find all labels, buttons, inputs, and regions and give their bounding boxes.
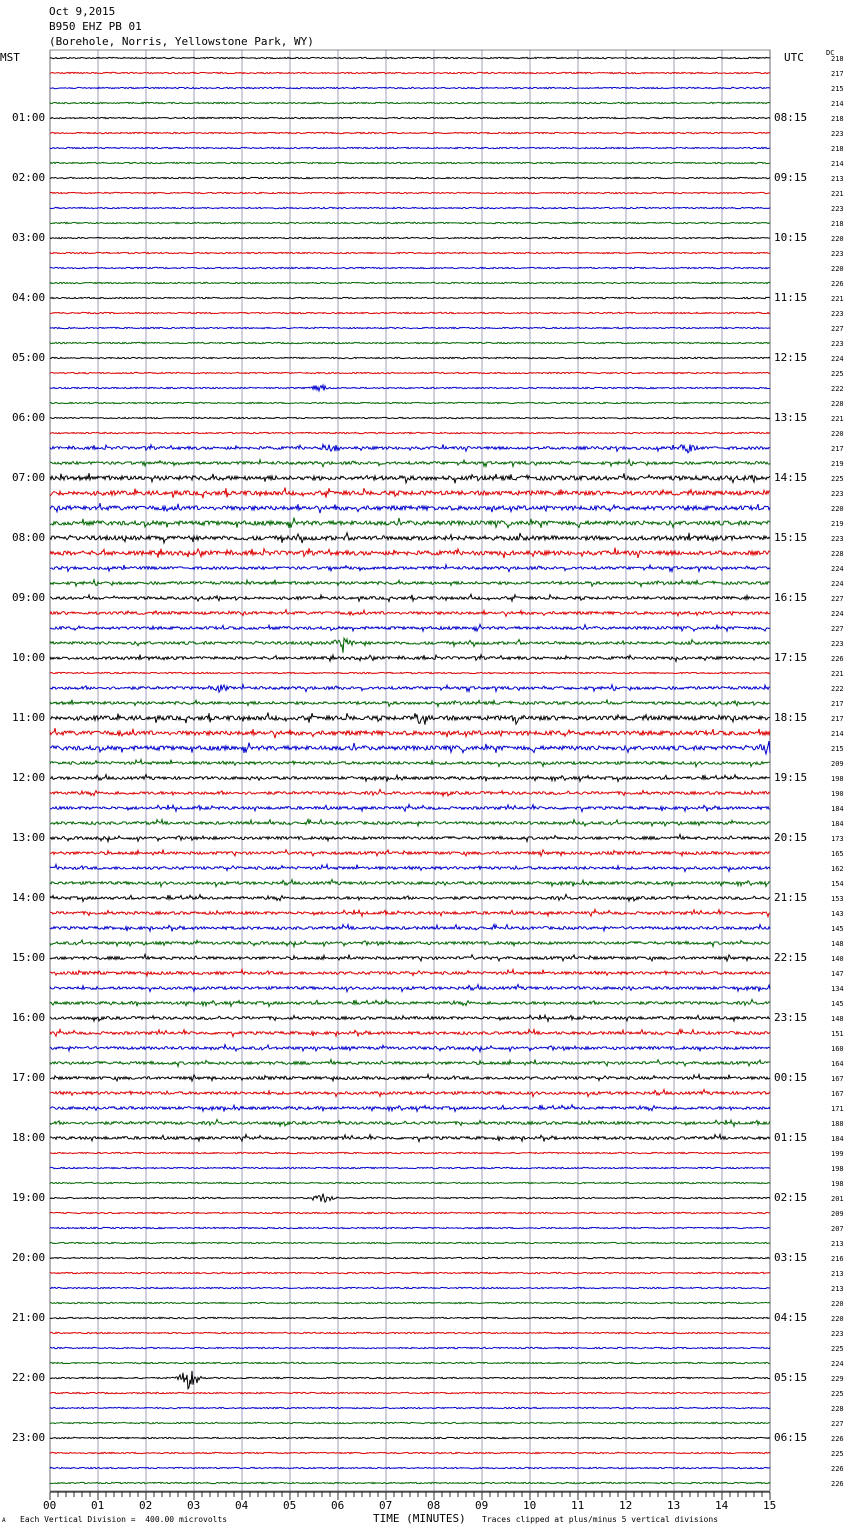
seismic-trace [50, 940, 770, 947]
seismic-trace [50, 237, 770, 238]
dc-offset-label: 224 [831, 1360, 844, 1368]
dc-offset-label: 220 [831, 1300, 844, 1308]
dc-offset-label: 226 [831, 280, 844, 288]
seismic-trace [50, 864, 770, 871]
seismic-trace [50, 1089, 770, 1096]
seismic-trace [50, 267, 770, 268]
dc-offset-label: 225 [831, 1345, 844, 1353]
mst-hour-label: 10:00 [12, 651, 46, 664]
seismic-trace [50, 102, 770, 103]
seismic-trace [50, 1194, 770, 1203]
mst-hour-label: 22:00 [12, 1371, 46, 1384]
seismic-trace [50, 700, 770, 707]
dc-offset-label: 151 [831, 1030, 844, 1038]
dc-offset-label: 198 [831, 1165, 844, 1173]
utc-hour-label: 15:15 [774, 531, 808, 544]
dc-offset-label: 190 [831, 790, 844, 798]
dc-offset-label: 223 [831, 535, 844, 543]
dc-offset-label: 218 [831, 145, 844, 153]
dc-offset-label: 147 [831, 970, 844, 978]
dc-offset-label: 223 [831, 1330, 844, 1338]
dc-offset-label: 227 [831, 325, 844, 333]
dc-offset-label: 224 [831, 355, 844, 363]
dc-offset-label: 214 [831, 730, 844, 738]
x-tick-label: 07 [379, 1499, 393, 1512]
dc-offset-label: 214 [831, 160, 844, 168]
mst-hour-label: 05:00 [12, 351, 46, 364]
mst-hour-label: 09:00 [12, 591, 46, 604]
dc-offset-label: 148 [831, 1015, 844, 1023]
dc-offset-label: 223 [831, 340, 844, 348]
utc-hour-label: 02:15 [774, 1191, 808, 1204]
utc-hour-label: 04:15 [774, 1311, 808, 1324]
dc-offset-label: 218 [831, 115, 844, 123]
dc-offset-label: 220 [831, 235, 844, 243]
seismic-trace [50, 728, 770, 738]
seismic-trace [50, 473, 770, 483]
seismic-trace [50, 610, 770, 617]
x-tick-label: 09 [475, 1499, 489, 1512]
dc-offset-label: 221 [831, 670, 844, 678]
utc-hour-label: 09:15 [774, 171, 808, 184]
dc-offset-label: 213 [831, 1285, 844, 1293]
seismic-trace [50, 548, 770, 559]
utc-hour-label: 08:15 [774, 111, 808, 124]
utc-hour-label: 20:15 [774, 831, 808, 844]
seismic-trace [50, 655, 770, 662]
dc-offset-label: 184 [831, 1135, 844, 1143]
seismic-trace [50, 1332, 770, 1333]
utc-hour-label: 21:15 [774, 891, 808, 904]
seismic-trace [50, 1152, 770, 1153]
dc-offset-label: 215 [831, 745, 844, 753]
dc-offset-label: 226 [831, 1465, 844, 1473]
dc-offset-label: 198 [831, 775, 844, 783]
seismic-trace [50, 759, 770, 766]
seismic-trace [50, 624, 770, 631]
seismic-trace [50, 1317, 770, 1318]
dc-offset-label: 220 [831, 430, 844, 438]
seismic-trace [50, 1074, 770, 1081]
seismic-trace [50, 672, 770, 673]
seismic-trace [50, 1302, 770, 1303]
seismic-trace [50, 580, 770, 587]
seismic-trace [50, 1362, 770, 1363]
seismic-trace [50, 1347, 770, 1348]
seismic-trace [50, 385, 770, 391]
dc-offset-label: 214 [831, 100, 844, 108]
dc-offset-label: 145 [831, 925, 844, 933]
seismic-trace [50, 565, 770, 572]
seismic-trace [50, 162, 770, 163]
dc-offset-label: 219 [831, 520, 844, 528]
utc-hour-label: 23:15 [774, 1011, 808, 1024]
seismic-trace [50, 638, 770, 653]
seismic-trace [50, 741, 770, 754]
dc-offset-label: 145 [831, 1000, 844, 1008]
dc-offset-label: 223 [831, 130, 844, 138]
x-tick-label: 03 [187, 1499, 201, 1512]
seismic-trace [50, 1272, 770, 1273]
utc-hour-label: 17:15 [774, 651, 808, 664]
dc-offset-label: 184 [831, 820, 844, 828]
dc-offset-label: 222 [831, 385, 844, 393]
x-tick-label: 11 [571, 1499, 585, 1512]
dc-offset-label: 220 [831, 1315, 844, 1323]
dc-offset-label: 220 [831, 505, 844, 513]
seismic-trace [50, 1287, 770, 1288]
dc-offset-label: 223 [831, 250, 844, 258]
x-axis-title: TIME (MINUTES) [373, 1512, 466, 1525]
seismic-trace [50, 1371, 770, 1389]
dc-offset-label: 173 [831, 835, 844, 843]
station-code: B950 EHZ PB 01 [49, 20, 142, 33]
mst-hour-label: 11:00 [12, 711, 46, 724]
dc-offset-label: 226 [831, 1435, 844, 1443]
seismic-trace [50, 533, 770, 543]
dc-offset-label: 227 [831, 625, 844, 633]
utc-hour-label: 03:15 [774, 1251, 808, 1264]
utc-hour-label: 13:15 [774, 411, 808, 424]
seismic-trace [50, 1029, 770, 1036]
mst-hour-label: 15:00 [12, 951, 46, 964]
seismic-trace [50, 1422, 770, 1423]
dc-offset-label: 218 [831, 220, 844, 228]
seismic-trace [50, 1015, 770, 1021]
dc-offset-label: 223 [831, 490, 844, 498]
dc-offset-label: 207 [831, 1225, 844, 1233]
dc-offset-label: 224 [831, 565, 844, 573]
x-tick-label: 04 [235, 1499, 249, 1512]
dc-offset-label: 223 [831, 640, 844, 648]
seismic-trace [50, 984, 770, 991]
seismic-trace [50, 789, 770, 796]
seismic-trace [50, 503, 770, 513]
mst-hour-label: 13:00 [12, 831, 46, 844]
utc-hour-label: 16:15 [774, 591, 808, 604]
dc-offset-label: 225 [831, 1390, 844, 1398]
dc-offset-label: 217 [831, 700, 844, 708]
seismic-trace [50, 1045, 770, 1052]
x-tick-label: 12 [619, 1499, 633, 1512]
mst-hour-label: 14:00 [12, 891, 46, 904]
seismic-trace [50, 432, 770, 433]
x-tick-label: 05 [283, 1499, 297, 1512]
mst-hour-label: 07:00 [12, 471, 46, 484]
dc-offset-label: 226 [831, 1480, 844, 1488]
seismic-trace [50, 713, 770, 725]
dc-offset-label: 167 [831, 1075, 844, 1083]
dc-offset-label: 226 [831, 655, 844, 663]
seismic-trace [50, 57, 770, 58]
x-tick-label: 08 [427, 1499, 441, 1512]
seismic-trace [50, 1242, 770, 1243]
dc-offset-label: 199 [831, 1150, 844, 1158]
seismic-trace [50, 1134, 770, 1141]
seismic-trace [50, 1452, 770, 1453]
dc-offset-label: 167 [831, 1090, 844, 1098]
mst-hour-label: 18:00 [12, 1131, 46, 1144]
dc-offset-label: 221 [831, 415, 844, 423]
seismic-trace [50, 1437, 770, 1438]
seismic-trace [50, 327, 770, 328]
seismic-trace [50, 192, 770, 193]
seismic-trace [50, 297, 770, 298]
dc-offset-label: 154 [831, 880, 844, 888]
dc-offset-label: 218 [831, 55, 844, 63]
dc-label: DC [826, 49, 835, 57]
dc-offset-label: 209 [831, 760, 844, 768]
dc-offset-label: 213 [831, 175, 844, 183]
utc-hour-label: 18:15 [774, 711, 808, 724]
dc-offset-label: 217 [831, 445, 844, 453]
dc-offset-label: 201 [831, 1195, 844, 1203]
mst-hour-label: 21:00 [12, 1311, 46, 1324]
seismic-trace [50, 804, 770, 811]
dc-offset-label: 162 [831, 865, 844, 873]
dc-offset-label: 188 [831, 1120, 844, 1128]
seismic-trace [50, 685, 770, 693]
mst-hour-label: 12:00 [12, 771, 46, 784]
x-tick-label: 10 [523, 1499, 537, 1512]
seismic-trace [50, 1407, 770, 1408]
seismic-trace [50, 147, 770, 148]
utc-hour-label: 22:15 [774, 951, 808, 964]
dc-offset-label: 219 [831, 460, 844, 468]
x-tick-label: 15 [763, 1499, 777, 1512]
seismic-trace [50, 252, 770, 253]
seismic-trace [50, 1059, 770, 1066]
seismic-trace [50, 999, 770, 1006]
dc-offset-label: 224 [831, 610, 844, 618]
mst-hour-label: 06:00 [12, 411, 46, 424]
dc-offset-label: 222 [831, 685, 844, 693]
seismic-trace [50, 1182, 770, 1183]
utc-hour-label: 05:15 [774, 1371, 808, 1384]
plot-frame [50, 50, 770, 1491]
right-axis-label: UTC [784, 51, 804, 64]
seismic-trace [50, 819, 770, 826]
mst-hour-label: 17:00 [12, 1071, 46, 1084]
utc-hour-label: 06:15 [774, 1431, 808, 1444]
dc-offset-label: 224 [831, 580, 844, 588]
dc-offset-label: 140 [831, 955, 844, 963]
mst-hour-label: 19:00 [12, 1191, 46, 1204]
dc-offset-label: 223 [831, 205, 844, 213]
seismic-trace [50, 132, 770, 133]
dc-offset-label: 225 [831, 370, 844, 378]
dc-offset-label: 229 [831, 1375, 844, 1383]
x-tick-label: 00 [43, 1499, 57, 1512]
seismic-trace [50, 117, 770, 118]
seismic-trace [50, 72, 770, 73]
dc-offset-label: 213 [831, 1240, 844, 1248]
seismic-trace [50, 924, 770, 931]
dc-offset-label: 160 [831, 1045, 844, 1053]
dc-offset-label: 225 [831, 475, 844, 483]
seismic-trace [50, 774, 770, 781]
corner-mark: A [2, 1517, 6, 1524]
seismic-trace [50, 1482, 770, 1483]
seismic-trace [50, 1119, 770, 1126]
dc-offset-label: 228 [831, 1405, 844, 1413]
mst-hour-label: 16:00 [12, 1011, 46, 1024]
seismic-trace [50, 1212, 770, 1213]
utc-hour-label: 11:15 [774, 291, 808, 304]
seismic-trace [50, 1227, 770, 1228]
dc-offset-label: 164 [831, 1060, 844, 1068]
seismic-trace [50, 460, 770, 467]
seismic-trace [50, 909, 770, 916]
mst-hour-label: 20:00 [12, 1251, 46, 1264]
seismic-trace [50, 1105, 770, 1112]
seismic-trace [50, 1257, 770, 1258]
dc-offset-label: 134 [831, 985, 844, 993]
seismic-trace [50, 894, 770, 901]
dc-offset-label: 198 [831, 1180, 844, 1188]
utc-hour-label: 14:15 [774, 471, 808, 484]
seismic-trace [50, 207, 770, 208]
dc-offset-label: 225 [831, 1450, 844, 1458]
mst-hour-label: 03:00 [12, 231, 46, 244]
dc-offset-label: 217 [831, 70, 844, 78]
dc-offset-label: 228 [831, 550, 844, 558]
utc-hour-label: 01:15 [774, 1131, 808, 1144]
seismic-trace [50, 594, 770, 601]
seismic-trace [50, 444, 770, 452]
seismic-trace [50, 402, 770, 403]
seismic-trace [50, 342, 770, 343]
utc-hour-label: 00:15 [774, 1071, 808, 1084]
seismic-trace [50, 417, 770, 418]
seismic-trace [50, 518, 770, 528]
seismic-trace [50, 222, 770, 223]
dc-offset-label: 213 [831, 1270, 844, 1278]
seismic-trace [50, 357, 770, 358]
x-tick-label: 13 [667, 1499, 681, 1512]
dc-offset-label: 171 [831, 1105, 844, 1113]
utc-hour-label: 12:15 [774, 351, 808, 364]
seismic-trace [50, 488, 770, 499]
dc-offset-label: 216 [831, 1255, 844, 1263]
left-axis-label: MST [0, 51, 20, 64]
seismic-trace [50, 879, 770, 886]
dc-offset-label: 153 [831, 895, 844, 903]
seismic-trace [50, 87, 770, 88]
dc-offset-label: 148 [831, 940, 844, 948]
seismic-trace [50, 850, 770, 856]
seismic-trace [50, 1467, 770, 1468]
dc-offset-label: 209 [831, 1210, 844, 1218]
seismic-trace [50, 954, 770, 961]
seismic-trace [50, 282, 770, 283]
seismic-trace [50, 1167, 770, 1168]
seismic-trace [50, 969, 770, 975]
x-tick-label: 02 [139, 1499, 153, 1512]
utc-hour-label: 10:15 [774, 231, 808, 244]
plot-date: Oct 9,2015 [49, 5, 116, 18]
mst-hour-label: 08:00 [12, 531, 46, 544]
seismic-trace [50, 372, 770, 373]
dc-offset-label: 223 [831, 310, 844, 318]
vertical-scale-note: Each Vertical Division = 400.00 microvolts [20, 1515, 228, 1524]
dc-offset-label: 165 [831, 850, 844, 858]
dc-offset-label: 220 [831, 265, 844, 273]
dc-offset-label: 221 [831, 295, 844, 303]
dc-offset-label: 215 [831, 85, 844, 93]
x-tick-label: 01 [91, 1499, 105, 1512]
dc-offset-label: 221 [831, 190, 844, 198]
dc-offset-label: 143 [831, 910, 844, 918]
seismic-trace [50, 834, 770, 841]
seismic-trace [50, 312, 770, 313]
mst-hour-label: 01:00 [12, 111, 46, 124]
dc-offset-label: 228 [831, 400, 844, 408]
seismic-trace [50, 177, 770, 178]
mst-hour-label: 04:00 [12, 291, 46, 304]
seismic-trace [50, 1392, 770, 1393]
mst-hour-label: 23:00 [12, 1431, 46, 1444]
dc-offset-label: 217 [831, 715, 844, 723]
x-tick-label: 14 [715, 1499, 729, 1512]
dc-offset-label: 227 [831, 1420, 844, 1428]
x-tick-label: 06 [331, 1499, 345, 1512]
utc-hour-label: 19:15 [774, 771, 808, 784]
clip-note: Traces clipped at plus/minus 5 vertical divisions [482, 1515, 719, 1524]
mst-hour-label: 02:00 [12, 171, 46, 184]
dc-offset-label: 227 [831, 595, 844, 603]
dc-offset-label: 184 [831, 805, 844, 813]
station-location: (Borehole, Norris, Yellowstone Park, WY) [49, 35, 314, 48]
